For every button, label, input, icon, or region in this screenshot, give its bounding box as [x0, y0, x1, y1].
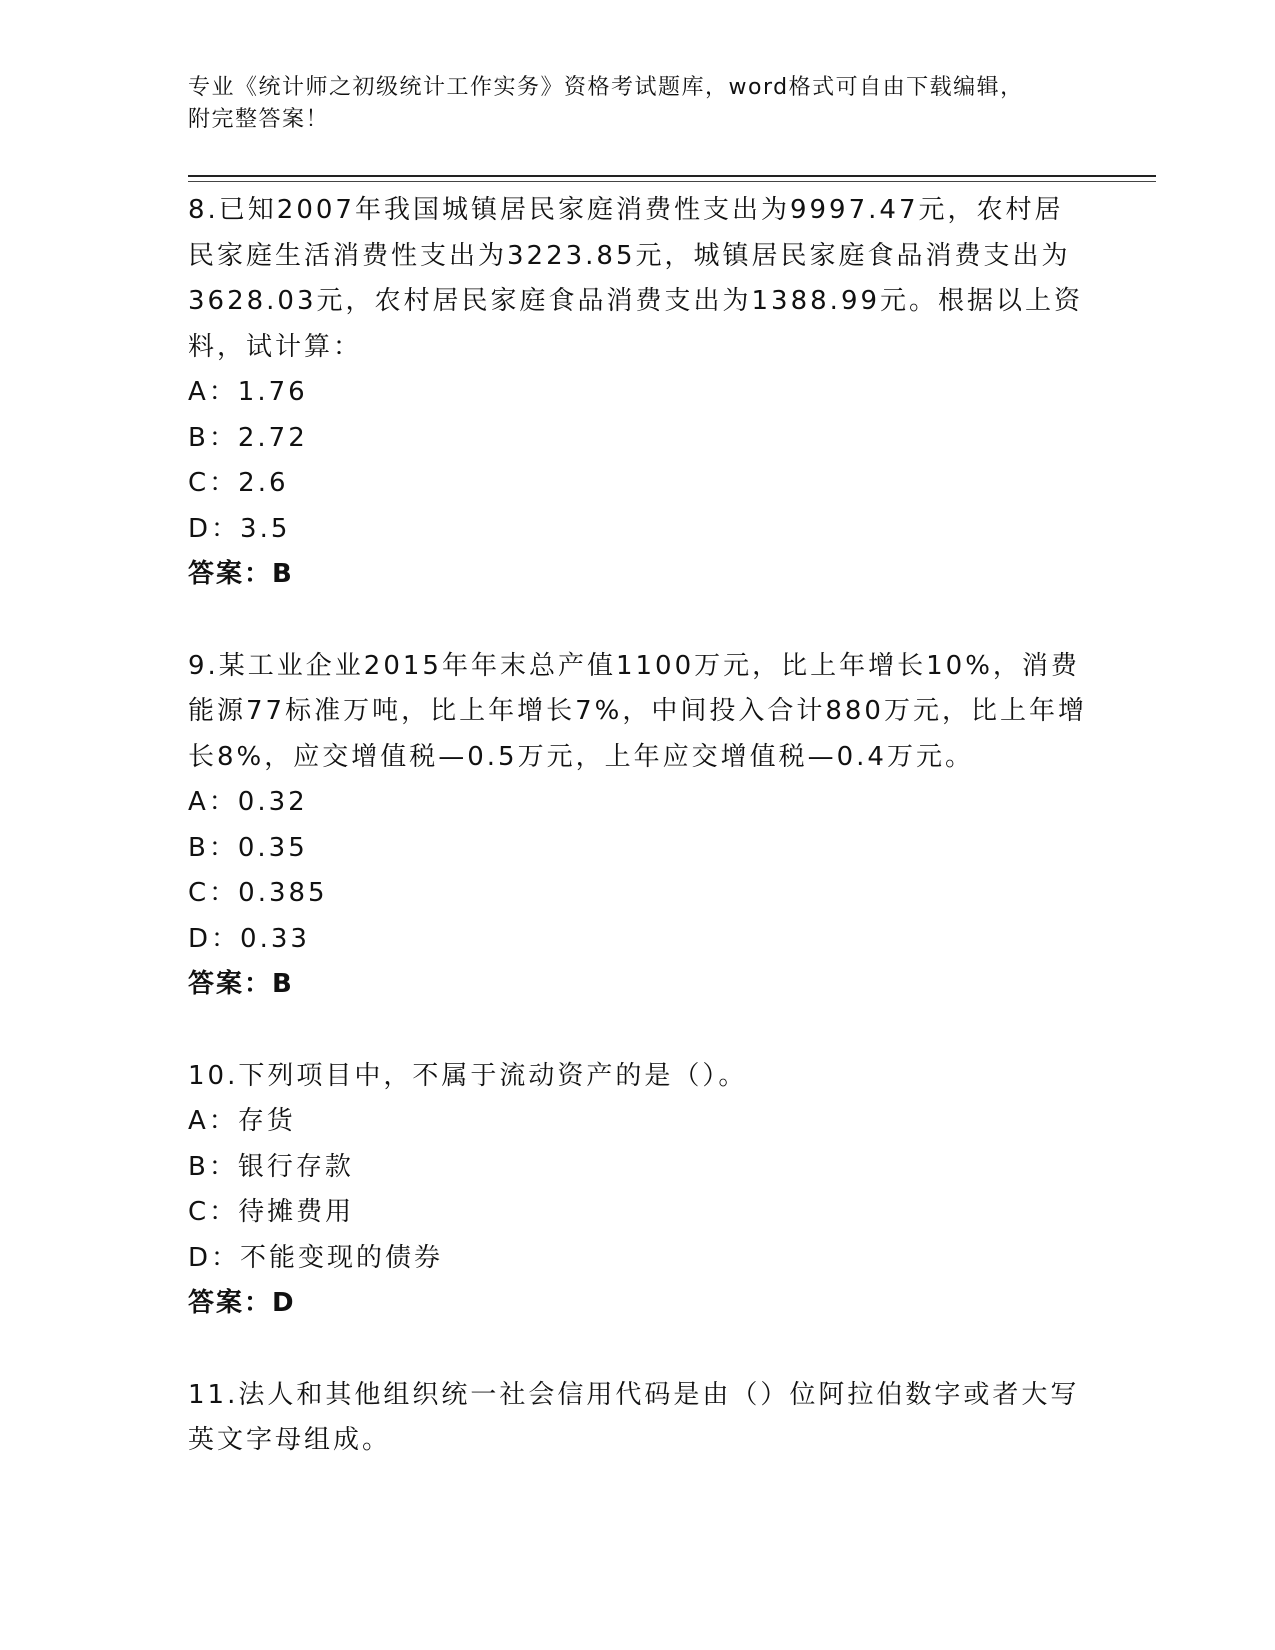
- option-value: 0.33: [240, 923, 310, 954]
- question-8: [188, 188, 1088, 598]
- option-d: [188, 917, 1088, 963]
- question-text: 10.下列项目中，不属于流动资产的是（）。: [188, 1060, 748, 1091]
- option-value: 存货: [237, 1106, 296, 1136]
- option-a: [188, 780, 1088, 826]
- option-b: [188, 826, 1088, 872]
- option-letter: B：: [188, 832, 238, 863]
- answer-value: D: [272, 1288, 296, 1318]
- option-value: 不能变现的债券: [240, 1242, 444, 1273]
- option-value: 0.35: [237, 832, 308, 863]
- answer-value: B: [272, 969, 294, 999]
- header-line-2: 附完整答案！: [188, 107, 330, 132]
- option-value: 待摊费用: [238, 1197, 355, 1227]
- header-divider-thick: [188, 175, 1156, 177]
- option-d: [188, 507, 1088, 553]
- option-letter: B：: [188, 422, 238, 453]
- option-letter: A：: [188, 1106, 238, 1136]
- option-letter: D：: [188, 513, 241, 544]
- option-letter: B：: [188, 1151, 238, 1182]
- answer-line: [188, 552, 1088, 598]
- option-letter: C：: [188, 468, 239, 498]
- option-b: [188, 416, 1088, 462]
- option-c: [188, 461, 1088, 507]
- answer-line: [188, 962, 1088, 1008]
- option-a: [188, 1099, 1088, 1145]
- option-d: [188, 1236, 1088, 1282]
- question-text: 11.法人和其他组织统一社会信用代码是由（）位阿拉伯数字或者大写英文字母组成。: [188, 1379, 1080, 1455]
- option-letter: A：: [188, 377, 238, 407]
- document-header: [188, 72, 1088, 136]
- option-value: 3.5: [240, 513, 291, 544]
- option-value: 0.385: [238, 878, 328, 908]
- header-divider-thin: [188, 181, 1156, 182]
- option-letter: C：: [188, 1197, 239, 1227]
- question-11: [188, 1373, 1088, 1464]
- option-value: 银行存款: [237, 1151, 354, 1182]
- answer-label: 答案：: [188, 1288, 273, 1318]
- question-9: [188, 644, 1088, 1008]
- option-value: 1.76: [237, 377, 308, 407]
- answer-line: [188, 1281, 1088, 1327]
- question-text: 8.已知2007年我国城镇居民家庭消费性支出为9997.47元，农村居民家庭生活消费性支出为3223.85元，城镇居民家庭食品消费支出为3628.03元，农村居民家庭食品消费支出为1388.99元。根据以上资料，试计算：: [188, 195, 1084, 362]
- option-letter: C：: [188, 878, 239, 908]
- option-letter: A：: [188, 787, 238, 817]
- option-c: [188, 1190, 1088, 1236]
- question-text: 9.某工业企业2015年年末总产值1100万元，比上年增长10%，消费能源77标准万吨，比上年增长7%，中间投入合计880万元，比上年增长8%，应交增值税—0.5万元，上年应交增值税—0.4万元。: [188, 650, 1087, 772]
- answer-label: 答案：: [188, 559, 273, 589]
- answer-value: B: [272, 559, 294, 589]
- option-c: [188, 871, 1088, 917]
- header-line-1: 专业《统计师之初级统计工作实务》资格考试题库，word格式可自由下载编辑，: [188, 75, 1024, 100]
- option-value: 2.6: [238, 468, 289, 498]
- question-10: [188, 1054, 1088, 1327]
- option-b: [188, 1145, 1088, 1191]
- option-a: [188, 370, 1088, 416]
- option-value: 0.32: [237, 787, 308, 817]
- option-letter: D：: [188, 923, 241, 954]
- option-letter: D：: [188, 1242, 241, 1273]
- answer-label: 答案：: [188, 969, 273, 999]
- question-list: [188, 188, 1088, 1510]
- option-value: 2.72: [237, 422, 308, 453]
